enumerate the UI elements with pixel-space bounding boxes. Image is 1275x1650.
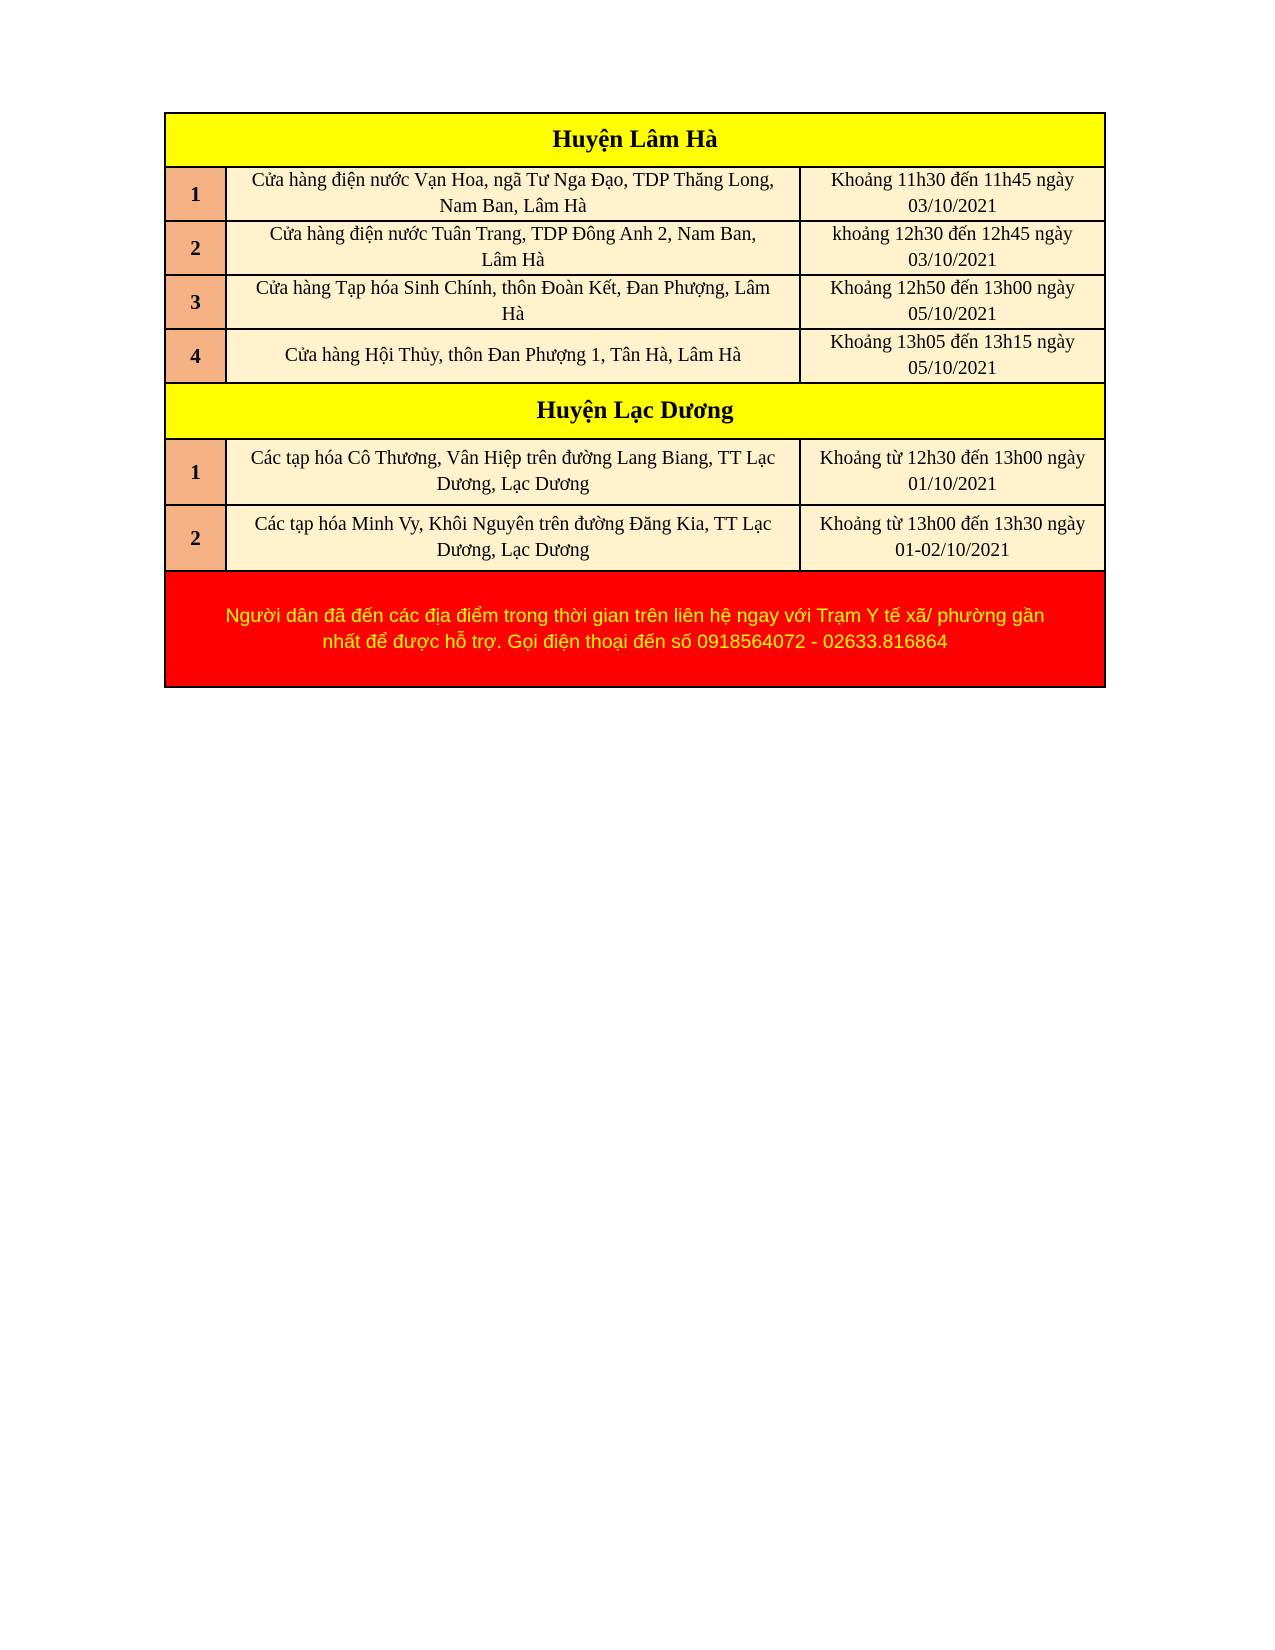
time-cell	[800, 221, 1105, 275]
time-cell	[800, 167, 1105, 221]
location-line: Nam Ban, Lâm Hà	[439, 196, 587, 217]
time-line: khoảng 12h30 đến 12h45 ngày	[832, 224, 1073, 245]
table-row	[165, 167, 1105, 221]
location-cell	[226, 329, 800, 383]
time-cell	[800, 439, 1105, 505]
table-row	[165, 221, 1105, 275]
row-index: 1	[165, 167, 226, 221]
location-line: Hà	[501, 304, 525, 325]
district-header-lam-ha	[165, 113, 1105, 167]
district-header-lac-duong	[165, 383, 1105, 439]
location-line: Cửa hàng Tạp hóa Sinh Chính, thôn Đoàn Kết, Đan Phượng, Lâm	[255, 278, 771, 299]
notice-cell	[165, 571, 1105, 687]
time-line: 05/10/2021	[908, 304, 997, 325]
time-line: 05/10/2021	[908, 358, 997, 379]
time-line: Khoảng từ 12h30 đến 13h00 ngày	[819, 448, 1086, 469]
table-row	[165, 275, 1105, 329]
location-line: Cửa hàng Hội Thủy, thôn Đan Phượng 1, Tân Hà, Lâm Hà	[284, 345, 742, 366]
row-index: 1	[165, 439, 226, 505]
time-line: Khoảng 11h30 đến 11h45 ngày	[830, 170, 1075, 191]
time-cell	[800, 329, 1105, 383]
location-line: Lâm Hà	[481, 250, 545, 271]
location-line: Dương, Lạc Dương	[436, 540, 590, 561]
time-cell	[800, 275, 1105, 329]
time-line: Khoảng 13h05 đến 13h15 ngày	[830, 332, 1075, 353]
location-cell	[226, 505, 800, 571]
location-line: Các tạp hóa Minh Vy, Khôi Nguyên trên đường Đăng Kia, TT Lạc	[254, 514, 772, 535]
time-line: 03/10/2021	[908, 196, 997, 217]
location-line: Cửa hàng điện nước Vạn Hoa, ngã Tư Nga Đạo, TDP Thăng Long,	[251, 170, 775, 191]
row-index: 2	[165, 221, 226, 275]
row-index: 4	[165, 329, 226, 383]
time-line: Khoảng 12h50 đến 13h00 ngày	[830, 278, 1075, 299]
location-line: Cửa hàng điện nước Tuân Trang, TDP Đông Anh 2, Nam Ban,	[269, 224, 757, 245]
notice-text: Người dân đã đến các địa điểm trong thời gian trên liên hệ ngay với Trạm Y tế xã/ phường gần nhất để được hỗ trợ. Gọi điện thoại đến số 0918564072 - 02633.816864	[225, 605, 1045, 653]
time-line: 01/10/2021	[908, 474, 997, 495]
notice-row	[165, 571, 1105, 687]
exposure-locations-table	[164, 112, 1106, 688]
time-cell	[800, 505, 1105, 571]
location-line: Dương, Lạc Dương	[436, 474, 590, 495]
location-line: Các tạp hóa Cô Thương, Vân Hiệp trên đường Lang Biang, TT Lạc	[250, 448, 776, 469]
row-index: 2	[165, 505, 226, 571]
time-line: 01-02/10/2021	[895, 540, 1010, 561]
table-row	[165, 439, 1105, 505]
time-line: Khoảng từ 13h00 đến 13h30 ngày	[819, 514, 1086, 535]
time-line: 03/10/2021	[908, 250, 997, 271]
district-title: Huyện Lạc Dương	[165, 383, 1105, 439]
row-index: 3	[165, 275, 226, 329]
district-title: Huyện Lâm Hà	[165, 113, 1105, 167]
table-row	[165, 329, 1105, 383]
location-cell	[226, 275, 800, 329]
location-cell	[226, 167, 800, 221]
table-row	[165, 505, 1105, 571]
location-cell	[226, 221, 800, 275]
location-cell	[226, 439, 800, 505]
